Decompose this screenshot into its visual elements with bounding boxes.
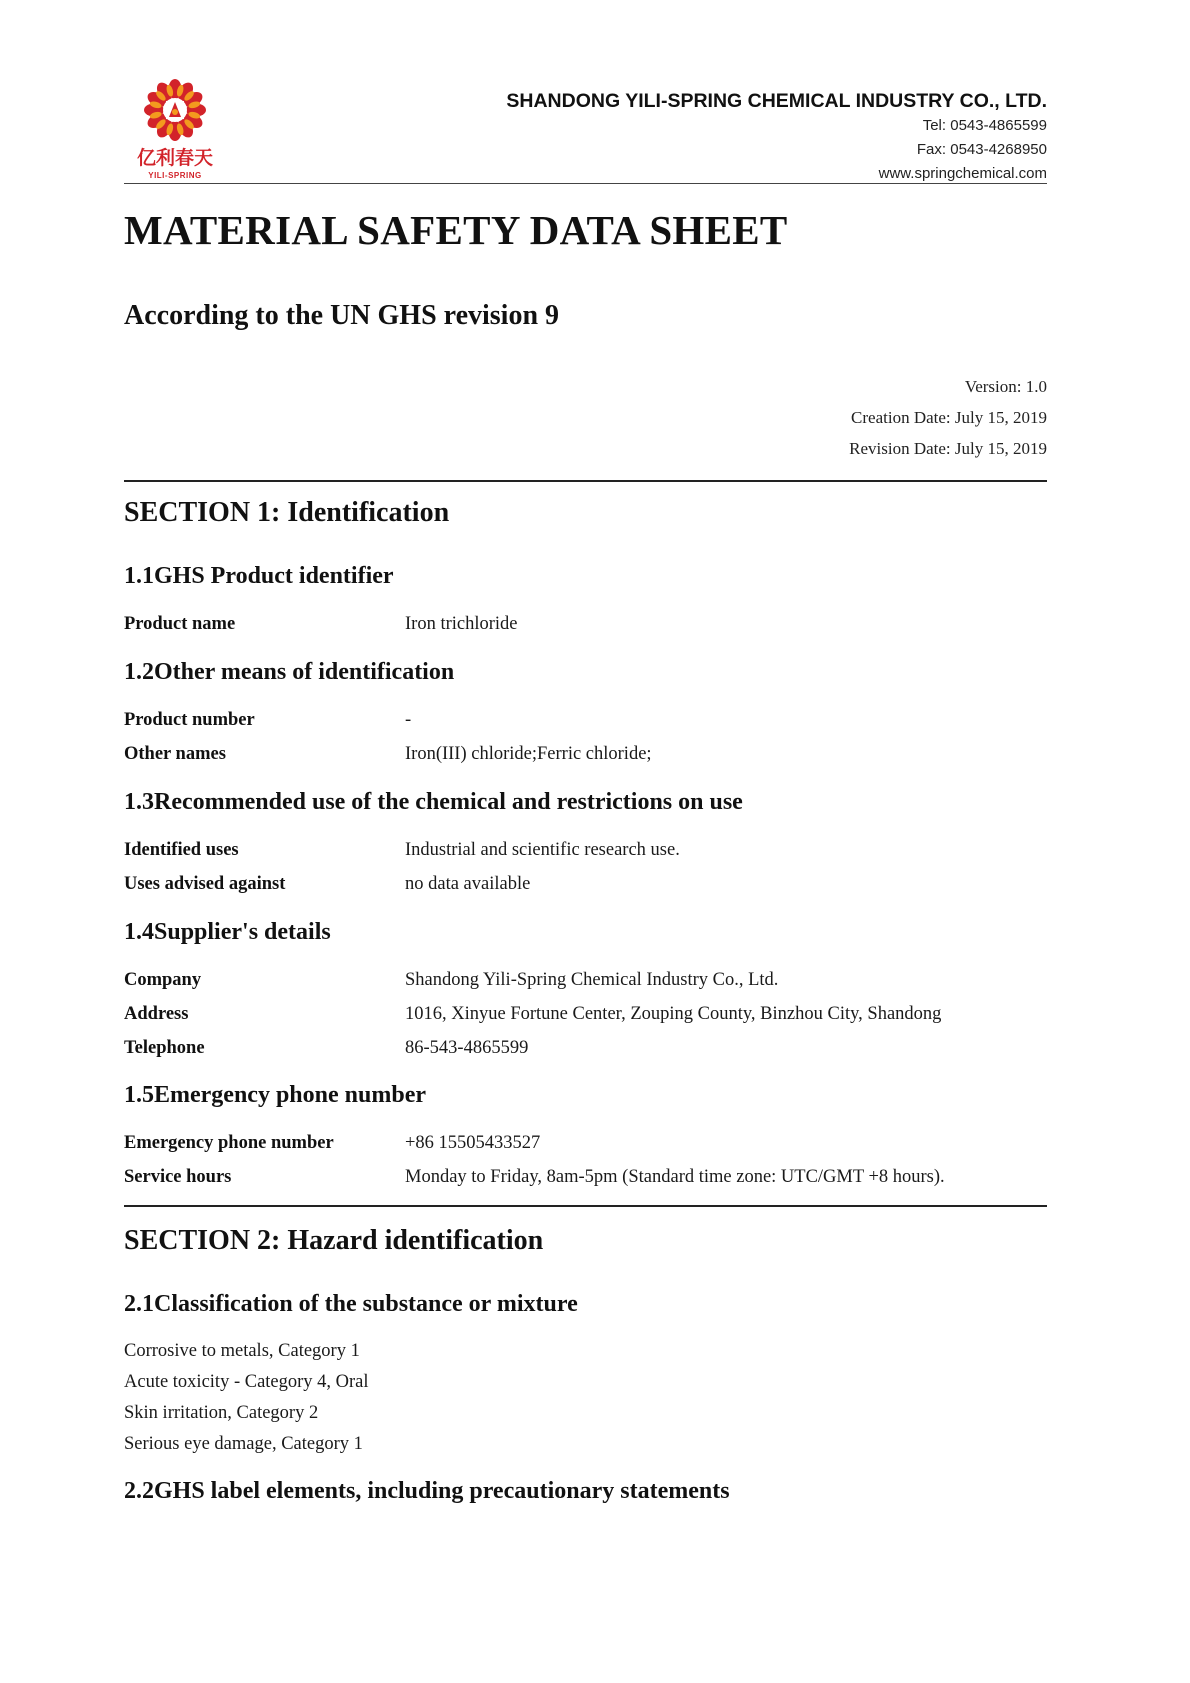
company-contact-block	[506, 88, 1047, 186]
flower-emblem-icon	[136, 78, 214, 146]
field-value: Industrial and scientific research use.	[405, 840, 680, 860]
classification-item: Acute toxicity - Category 4, Oral	[124, 1372, 369, 1392]
section-divider	[124, 1205, 1047, 1207]
subsection-1-5-heading: 1.5Emergency phone number	[124, 1082, 426, 1108]
revision-date-text: Revision Date: July 15, 2019	[849, 439, 1047, 458]
field-value: Iron(III) chloride;Ferric chloride;	[405, 744, 652, 764]
subsection-2-2-heading: 2.2GHS label elements, including precautionary statements	[124, 1478, 730, 1504]
document-title: MATERIAL SAFETY DATA SHEET	[124, 207, 788, 253]
company-logo	[136, 78, 214, 188]
document-meta	[849, 371, 1047, 464]
document-subtitle: According to the UN GHS revision 9	[124, 300, 560, 331]
field-value: -	[405, 710, 412, 730]
field-label: Address	[124, 1004, 189, 1024]
classification-item: Corrosive to metals, Category 1	[124, 1341, 360, 1361]
field-value: Iron trichloride	[405, 614, 518, 634]
subsection-1-2-heading: 1.2Other means of identification	[124, 659, 455, 685]
section-2-heading: SECTION 2: Hazard identification	[124, 1225, 544, 1256]
section-divider	[124, 480, 1047, 482]
company-fax: Fax: 0543-4268950	[916, 141, 1047, 158]
classification-item: Serious eye damage, Category 1	[124, 1434, 363, 1454]
field-label: Telephone	[124, 1038, 205, 1058]
field-value: Monday to Friday, 8am-5pm (Standard time zone: UTC/GMT +8 hours).	[405, 1167, 945, 1187]
company-tel: Tel: 0543-4865599	[922, 117, 1047, 134]
subsection-1-1-heading: 1.1GHS Product identifier	[124, 563, 394, 589]
field-value: +86 15505433527	[405, 1133, 541, 1153]
field-label: Uses advised against	[124, 874, 286, 894]
subsection-1-3-heading: 1.3Recommended use of the chemical and restrictions on use	[124, 789, 743, 815]
field-label: Product name	[124, 614, 236, 634]
field-label: Product number	[124, 710, 255, 730]
logo-chinese-text: 亿利春天	[136, 147, 213, 169]
field-value: 86-543-4865599	[405, 1038, 529, 1058]
creation-date-text: Creation Date: July 15, 2019	[851, 408, 1047, 427]
field-value: Shandong Yili-Spring Chemical Industry Co., Ltd.	[405, 970, 779, 990]
field-value: no data available	[405, 874, 531, 894]
company-website: www.springchemical.com	[878, 165, 1047, 182]
logo-english-text: YILI-SPRING	[148, 171, 202, 180]
field-label: Service hours	[124, 1167, 232, 1187]
field-label: Emergency phone number	[124, 1133, 334, 1153]
subsection-2-1-heading: 2.1Classification of the substance or mixture	[124, 1291, 578, 1317]
field-label: Other names	[124, 744, 226, 764]
header-divider	[124, 183, 1047, 184]
field-label: Identified uses	[124, 840, 239, 860]
section-1-heading: SECTION 1: Identification	[124, 497, 450, 528]
subsection-1-4-heading: 1.4Supplier's details	[124, 919, 331, 945]
classification-item: Skin irritation, Category 2	[124, 1403, 319, 1423]
company-name: SHANDONG YILI-SPRING CHEMICAL INDUSTRY CO., LTD.	[506, 90, 1047, 112]
version-text: Version: 1.0	[964, 377, 1047, 396]
field-label: Company	[124, 970, 202, 990]
field-value: 1016, Xinyue Fortune Center, Zouping County, Binzhou City, Shandong	[405, 1004, 942, 1024]
